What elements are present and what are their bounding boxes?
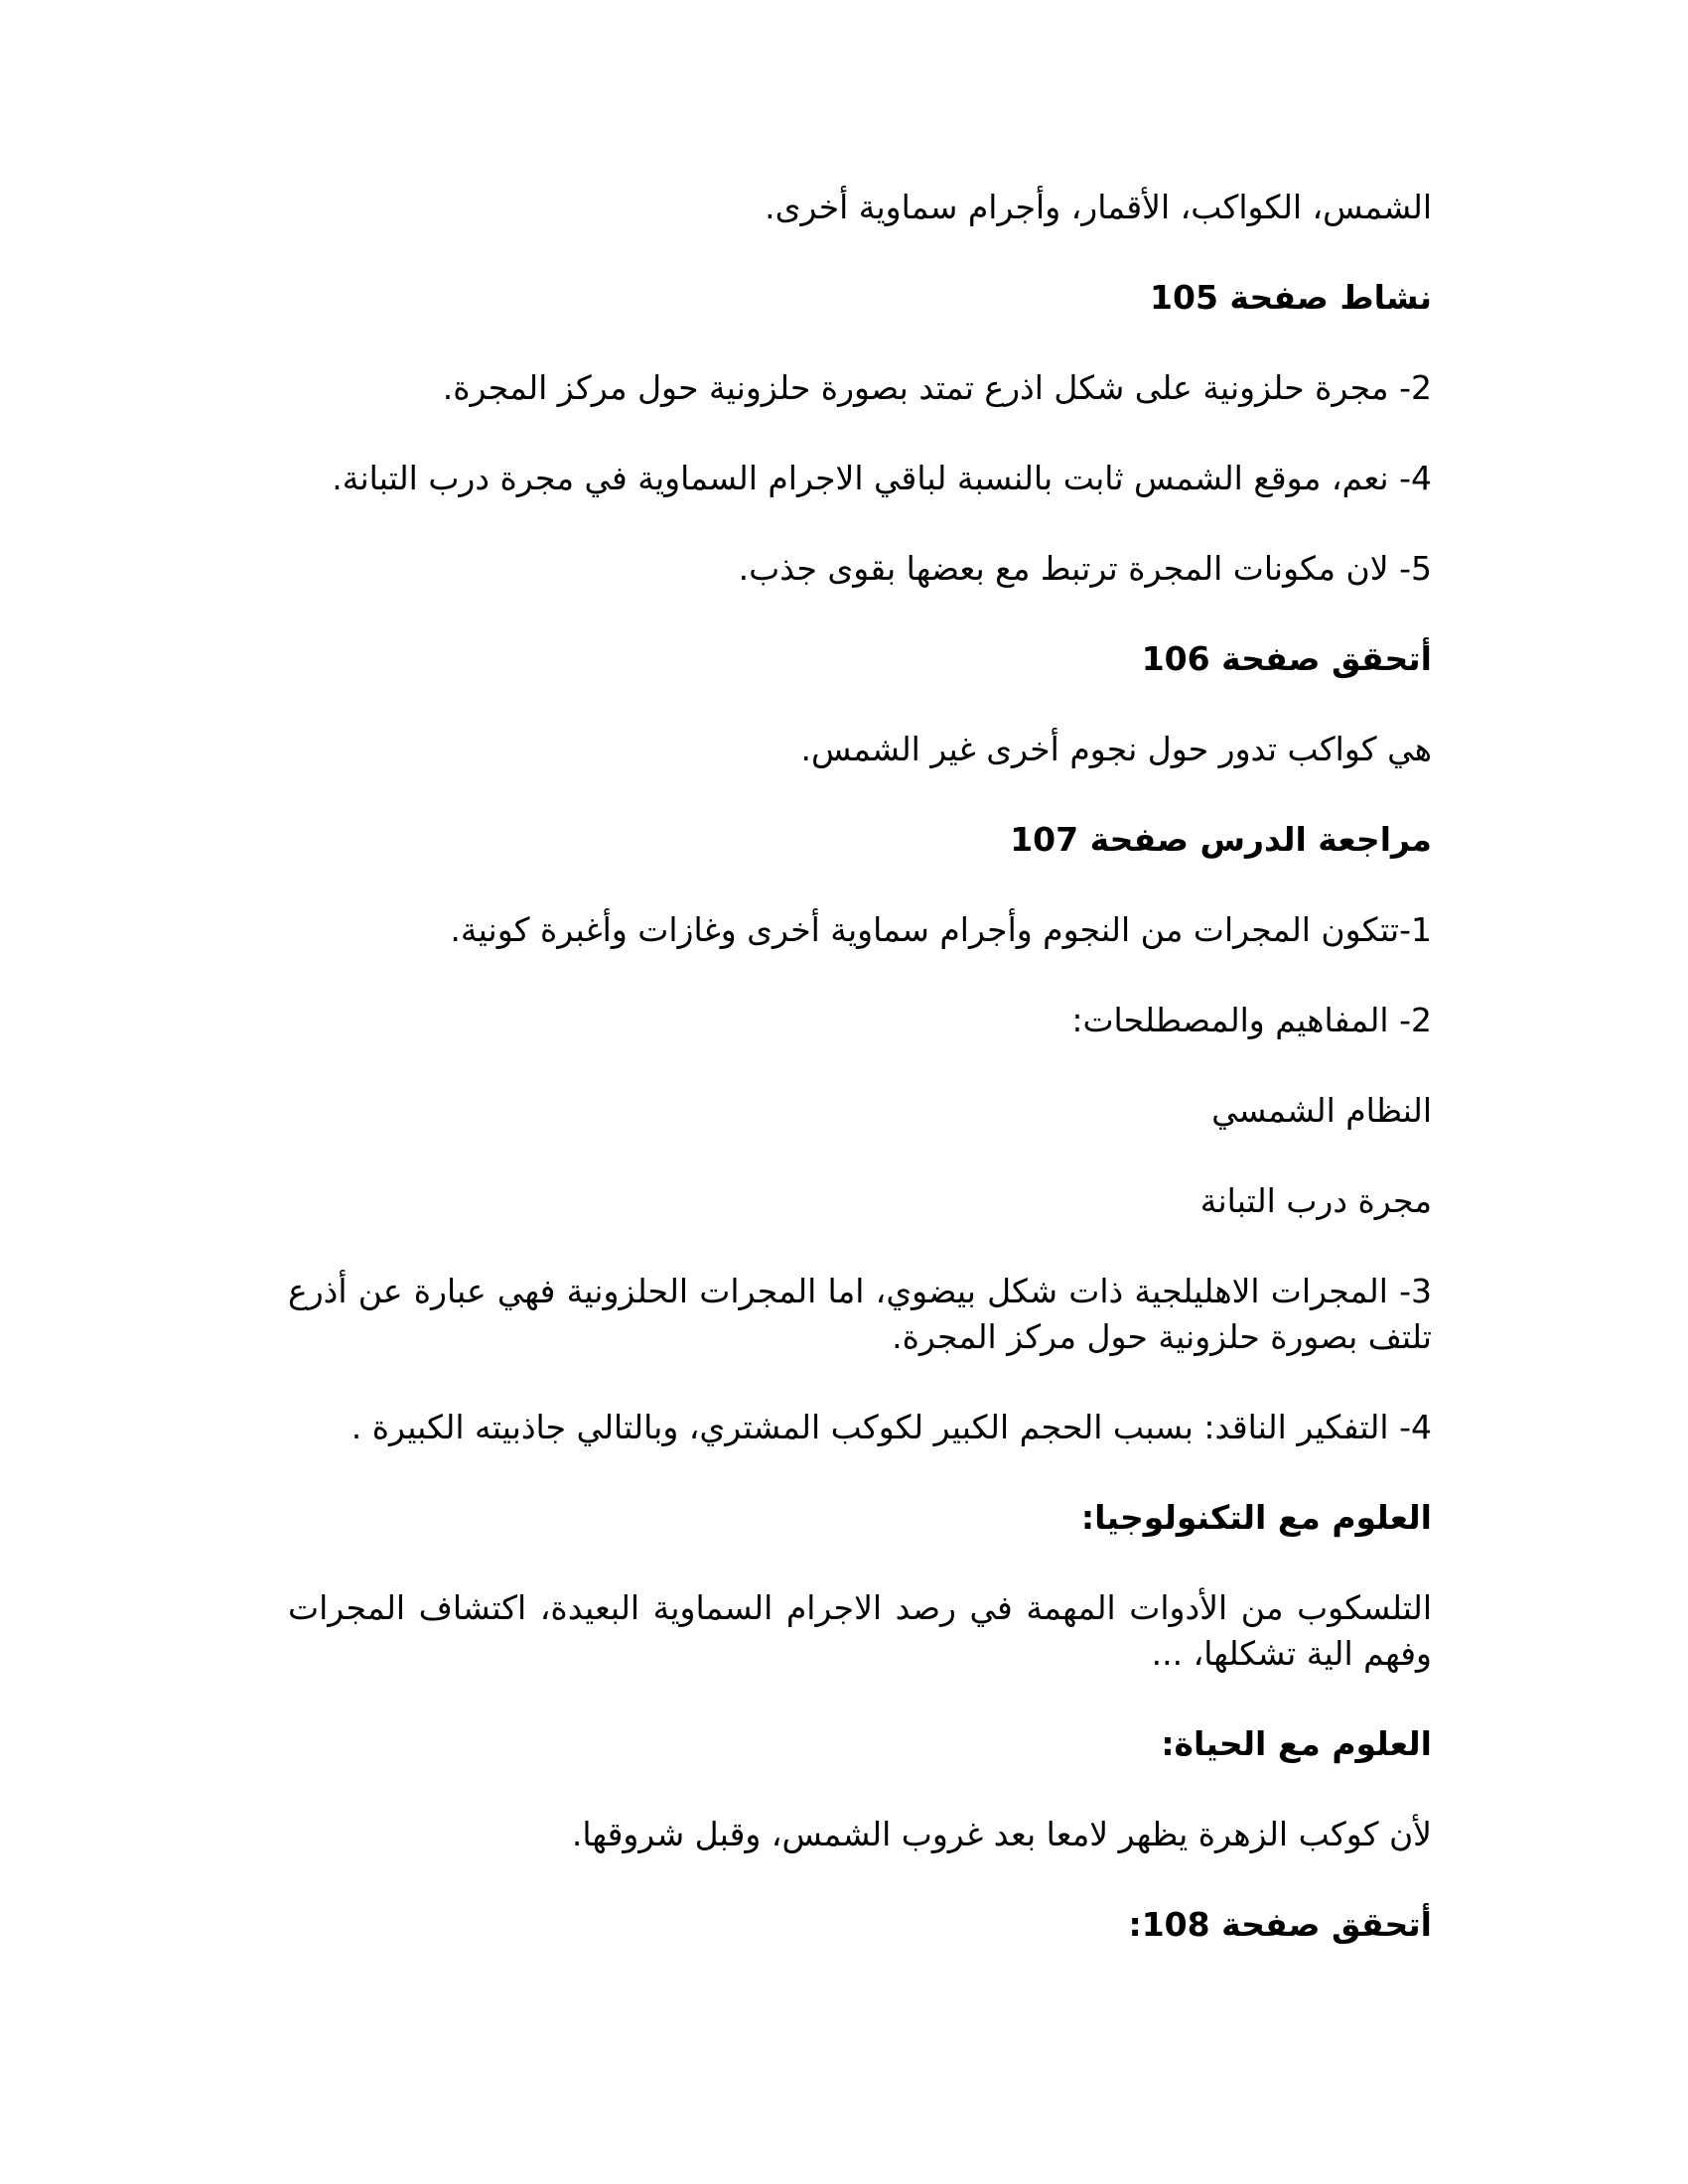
section-heading: مراجعة الدرس صفحة 107: [1010, 820, 1432, 859]
answer-line: الشمس، الكواكب، الأقمار، وأجرام سماوية أخرى.: [765, 188, 1432, 226]
answer-line: 2- مجرة حلزونية على شكل اذرع تمتد بصورة حلزونية حول مركز المجرة.: [442, 368, 1432, 407]
term-item: مجرة درب التبانة: [1199, 1181, 1432, 1220]
answer-paragraph: 3- المجرات الاهليلجية ذات شكل بيضوي، اما المجرات الحلزونية فهي عبارة عن أذرع تلتف بصورة حلزونية حول مركز المجرة.: [288, 1272, 1432, 1356]
answer-line: هي كواكب تدور حول نجوم أخرى غير الشمس.: [800, 730, 1432, 768]
answer-line: 5- لان مكونات المجرة ترتبط مع بعضها بقوى جذب.: [738, 549, 1432, 588]
answer-line: 4- نعم، موقع الشمس ثابت بالنسبة لباقي الاجرام السماوية في مجرة درب التبانة.: [332, 459, 1432, 497]
answer-paragraph: التلسكوب من الأدوات المهمة في رصد الاجرام السماوية البعيدة، اكتشاف المجرات وفهم الية تشكلها، ...: [288, 1588, 1432, 1673]
document-page: [288, 185, 1432, 1992]
section-heading: نشاط صفحة 105: [1150, 278, 1432, 317]
answer-line: لأن كوكب الزهرة يظهر لامعا بعد غروب الشمس، وقبل شروقها.: [571, 1815, 1432, 1853]
section-heading: أتحقق صفحة 108:: [1128, 1905, 1432, 1944]
section-heading: العلوم مع الحياة:: [1161, 1724, 1432, 1763]
section-heading: أتحقق صفحة 106: [1141, 639, 1432, 678]
term-item: النظام الشمسي: [1211, 1091, 1432, 1130]
answer-line: 2- المفاهيم والمصطلحات:: [1071, 1001, 1432, 1039]
answer-line: 4- التفكير الناقد: بسبب الحجم الكبير لكوكب المشتري، وبالتالي جاذبيته الكبيرة .: [351, 1408, 1432, 1446]
answer-line: 1-تتكون المجرات من النجوم وأجرام سماوية أخرى وغازات وأغبرة كونية.: [450, 910, 1432, 949]
section-heading: العلوم مع التكنولوجيا:: [1080, 1498, 1432, 1537]
